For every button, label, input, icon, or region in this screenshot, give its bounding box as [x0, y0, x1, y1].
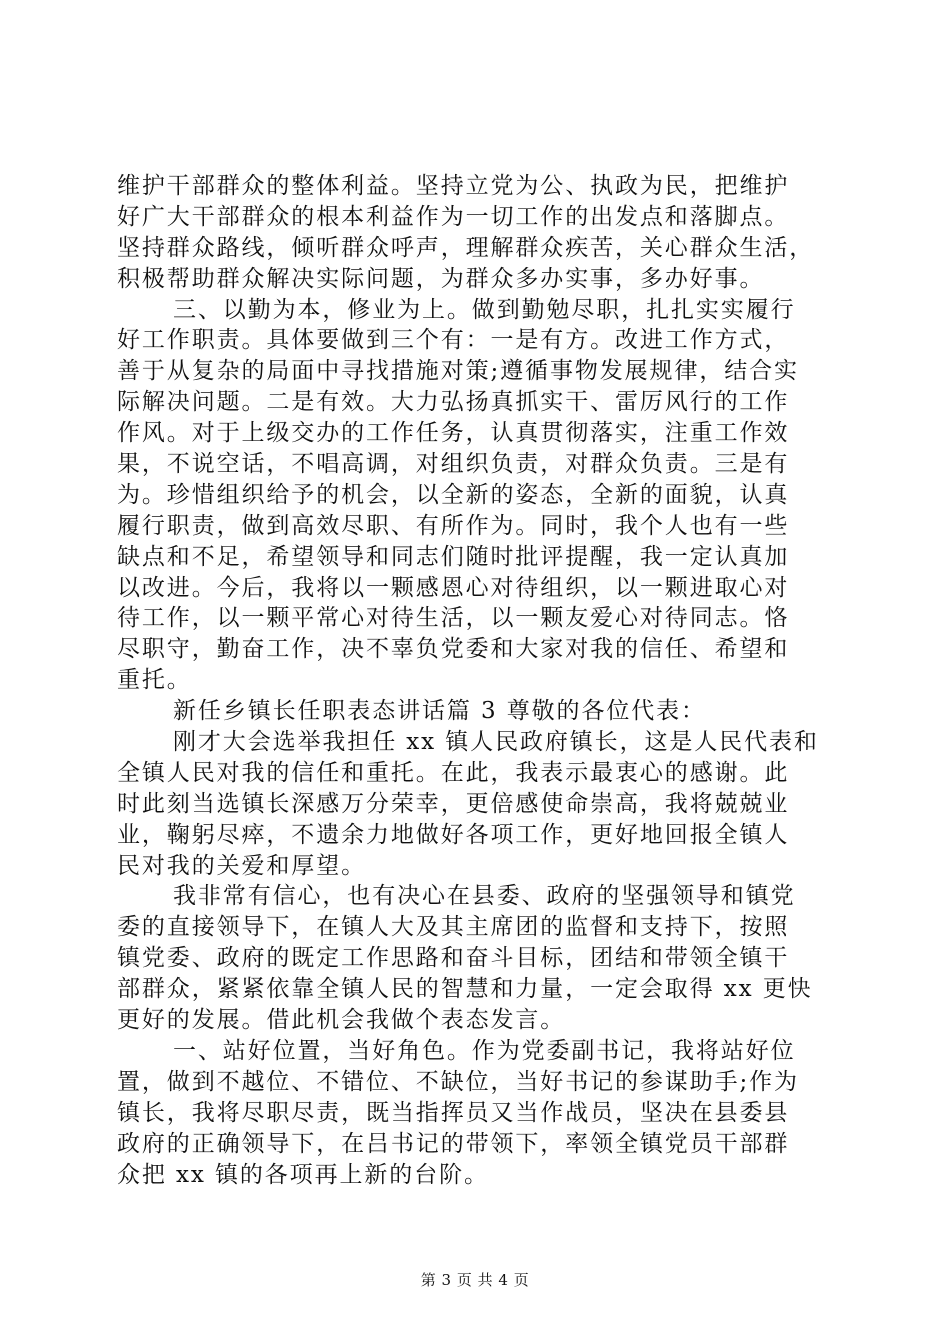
text-line: 果，不说空话，不唱高调，对组织负责，对群众负责。三是有	[117, 451, 790, 478]
text-line: 缺点和不足，希望领导和同志们随时批评提醒，我一定认真加	[117, 543, 790, 570]
text-line: 镇党委、政府的既定工作思路和奋斗目标，团结和带领全镇干	[117, 945, 790, 972]
text-line: 全镇人民对我的信任和重托。在此，我表示最衷心的感谢。此	[117, 759, 790, 786]
text-line: 好广大干部群众的根本利益作为一切工作的出发点和落脚点。	[117, 203, 790, 230]
text-line: 一、站好位置，当好角色。作为党委副书记，我将站好位	[173, 1037, 796, 1064]
text-line: 时此刻当选镇长深感万分荣幸，更倍感使命崇高，我将兢兢业	[117, 790, 790, 817]
text-line: 民对我的关爱和厚望。	[117, 852, 366, 879]
text-line: 委的直接领导下，在镇人大及其主席团的监督和支持下，按照	[117, 914, 790, 941]
text-line: 镇长，我将尽职尽责，既当指挥员又当作战员，坚决在县委县	[117, 1099, 790, 1126]
text-line: 履行职责，做到高效尽职、有所作为。同时，我个人也有一些	[117, 512, 790, 539]
text-line: 置，做到不越位、不错位、不缺位，当好书记的参谋助手;作为	[117, 1068, 799, 1095]
text-line: 部群众，紧紧依靠全镇人民的智慧和力量，一定会取得 xx 更快	[117, 976, 813, 1003]
text-line: 业，鞠躬尽瘁，不遗余力地做好各项工作，更好地回报全镇人	[117, 821, 790, 848]
text-line: 际解决问题。二是有效。大力弘扬真抓实干、雷厉风行的工作	[117, 389, 790, 416]
text-line: 三、以勤为本，修业为上。做到勤勉尽职，扎扎实实履行	[173, 296, 796, 323]
text-line: 以改进。今后，我将以一颗感恩心对待组织，以一颗进取心对	[117, 574, 790, 601]
page-footer: 第 3 页 共 4 页	[420, 1271, 530, 1289]
text-line: 坚持群众路线，倾听群众呼声，理解群众疾苦，关心群众生活，	[117, 234, 815, 261]
document-body	[117, 171, 837, 1190]
text-line: 好工作职责。具体要做到三个有：一是有方。改进工作方式，	[117, 327, 790, 354]
text-line: 积极帮助群众解决实际问题，为群众多办实事，多办好事。	[117, 265, 765, 292]
text-line: 新任乡镇长任职表态讲话篇 3 尊敬的各位代表：	[173, 698, 706, 725]
text-line: 为。珍惜组织给予的机会，以全新的姿态，全新的面貌，认真	[117, 481, 790, 508]
text-line: 作风。对于上级交办的工作任务，认真贯彻落实，注重工作效	[117, 420, 790, 447]
text-line: 善于从复杂的局面中寻找措施对策;遵循事物发展规律，结合实	[117, 358, 799, 385]
text-line: 众把 xx 镇的各项再上新的台阶。	[117, 1161, 489, 1188]
text-line: 我非常有信心，也有决心在县委、政府的坚强领导和镇党	[173, 883, 796, 910]
text-line: 政府的正确领导下，在吕书记的带领下，率领全镇党员干部群	[117, 1130, 790, 1157]
text-line: 更好的发展。借此机会我做个表态发言。	[117, 1007, 566, 1034]
text-line: 尽职守，勤奋工作，决不辜负党委和大家对我的信任、希望和	[117, 636, 790, 663]
text-line: 刚才大会选举我担任 xx 镇人民政府镇长，这是人民代表和	[173, 729, 819, 756]
text-line: 维护干部群众的整体利益。坚持立党为公、执政为民，把维护	[117, 173, 790, 199]
text-line: 重托。	[117, 667, 192, 694]
text-line: 待工作，以一颗平常心对待生活，以一颗友爱心对待同志。恪	[117, 605, 790, 632]
